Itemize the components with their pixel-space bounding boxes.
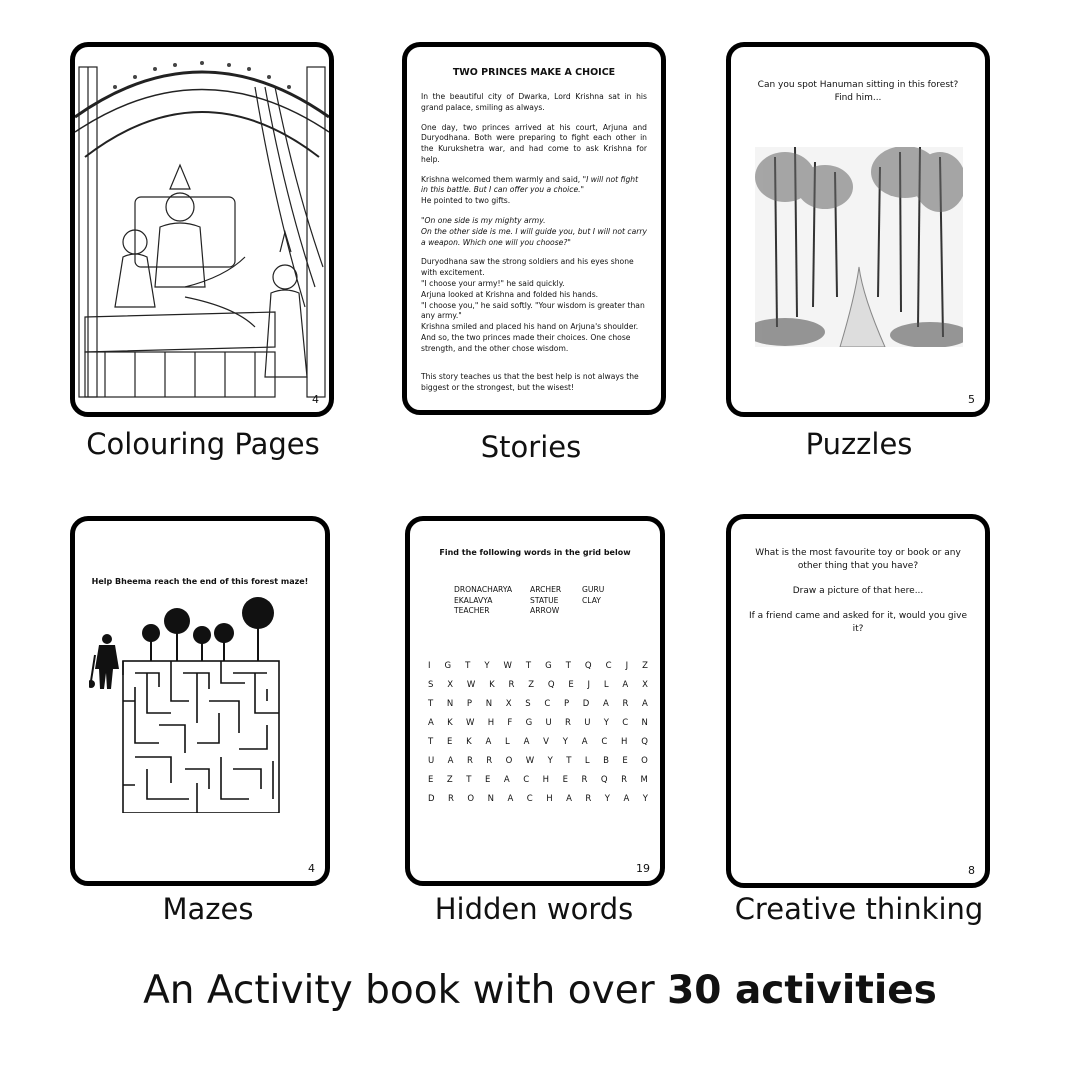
wordsearch-cell[interactable]: C xyxy=(605,661,612,671)
wordsearch-cell[interactable]: A xyxy=(523,737,530,747)
page-number: 5 xyxy=(968,393,975,406)
caption-mazes: Mazes xyxy=(162,892,254,926)
wordsearch-cell[interactable]: I xyxy=(428,661,431,671)
wordsearch-row xyxy=(428,718,648,737)
wordsearch-cell[interactable]: R xyxy=(585,794,592,804)
wordsearch-cell[interactable]: Q xyxy=(584,661,592,671)
wordsearch-cell[interactable]: Q xyxy=(547,680,555,690)
wordsearch-cell[interactable]: R xyxy=(565,718,571,728)
wordsearch-cell[interactable]: A xyxy=(485,737,492,747)
colouring-illustration xyxy=(75,47,329,412)
wordsearch-cell[interactable]: P xyxy=(563,699,570,709)
wordsearch-cell[interactable]: B xyxy=(603,756,609,766)
page-number: 4 xyxy=(308,862,315,875)
wordsearch-cell[interactable]: O xyxy=(505,756,513,766)
wordsearch-cell[interactable]: A xyxy=(622,680,629,690)
wordsearch-cell[interactable]: T xyxy=(465,661,471,671)
caption-hidden-words: Hidden words xyxy=(434,892,634,926)
colouring-page-card xyxy=(70,42,334,417)
word-item: TEACHER xyxy=(454,606,490,616)
wordsearch-title: Find the following words in the grid below xyxy=(439,548,631,557)
wordsearch-row xyxy=(428,794,648,813)
wordsearch-cell[interactable]: E xyxy=(568,680,574,690)
story-text: And so, the two princes made their choices. One chose strength, and the other chose wisdom. xyxy=(421,332,631,353)
creative-page-card xyxy=(726,514,990,888)
wordsearch-cell[interactable]: C xyxy=(526,794,533,804)
footer-tagline xyxy=(0,968,1080,1013)
wordsearch-cell[interactable]: O xyxy=(467,794,475,804)
word-item: ARCHER xyxy=(530,585,562,594)
caption-colouring: Colouring Pages xyxy=(86,427,320,461)
word-list-column xyxy=(582,585,604,617)
forest-illustration xyxy=(755,147,963,347)
wordsearch-cell[interactable]: R xyxy=(448,794,454,804)
wordsearch-row xyxy=(428,699,648,718)
story-body xyxy=(421,92,647,394)
page-number: 4 xyxy=(312,393,319,406)
wordsearch-cell[interactable]: P xyxy=(466,699,473,709)
wordsearch-cell[interactable]: Y xyxy=(547,756,553,766)
footer-text: An Activity book with over xyxy=(143,968,668,1013)
wordsearch-cell[interactable]: S xyxy=(428,680,434,690)
wordsearch-cell[interactable]: H xyxy=(542,775,550,785)
page-number: 19 xyxy=(636,862,650,875)
wordsearch-cell[interactable]: N xyxy=(487,794,494,804)
wordsearch-cell[interactable]: U xyxy=(584,718,591,728)
wordsearch-cell[interactable]: U xyxy=(428,756,435,766)
story-text: Duryodhana saw the strong soldiers and his eyes shone with excitement. xyxy=(421,257,634,278)
wordsearch-cell[interactable]: W xyxy=(466,718,475,728)
wordsearch-cell[interactable]: F xyxy=(507,718,513,728)
story-quote: "I will not fight in this battle. But I can offer you a choice." xyxy=(421,174,639,195)
puzzles-page-card xyxy=(726,42,990,417)
creative-prompts xyxy=(747,547,969,636)
wordsearch-cell[interactable]: E xyxy=(484,775,491,785)
wordsearch-row xyxy=(428,775,648,794)
wordsearch-cell[interactable]: T xyxy=(466,775,472,785)
wordsearch-cell[interactable]: W xyxy=(525,756,535,766)
wordsearch-cell[interactable]: A xyxy=(428,718,434,728)
footer-highlight: 30 activities xyxy=(667,968,937,1013)
wordsearch-row xyxy=(428,661,648,680)
word-item: ARROW xyxy=(530,606,560,616)
wordsearch-cell[interactable]: U xyxy=(545,718,552,728)
wordsearch-cell[interactable]: X xyxy=(505,699,512,709)
wordsearch-cell[interactable]: M xyxy=(640,775,648,785)
wordsearch-cell[interactable]: V xyxy=(543,737,549,747)
wordsearch-cell[interactable]: G xyxy=(525,718,533,728)
page-number: 8 xyxy=(968,864,975,877)
wordsearch-cell[interactable]: R xyxy=(466,756,473,766)
wordsearch-cell[interactable]: E xyxy=(446,737,453,747)
wordsearch-cell[interactable]: K xyxy=(489,680,495,690)
wordsearch-cell[interactable]: C xyxy=(601,737,608,747)
wordsearch-cell[interactable]: A xyxy=(507,794,514,804)
wordsearch-cell[interactable]: C xyxy=(523,775,530,785)
wordsearch-cell[interactable]: Y xyxy=(642,794,648,804)
story-paragraph: In the beautiful city of Dwarka, Lord Krishna sat in his grand palace, smiling as always. xyxy=(421,92,647,112)
wordsearch-cell[interactable]: K xyxy=(447,718,453,728)
story-text: "I choose your army!" he said quickly. xyxy=(421,278,565,288)
story-text: Krishna smiled and placed his hand on Arjuna's shoulder. xyxy=(421,322,639,332)
wordsearch-cell[interactable]: L xyxy=(603,680,609,690)
wordsearch-row xyxy=(428,680,648,699)
story-moral: This story teaches us that the best help is not always the biggest or the strongest, but the wisest! xyxy=(421,372,639,393)
creative-question: If a friend came and asked for it, would you give it? xyxy=(749,611,967,635)
wordsearch-cell[interactable]: G xyxy=(444,661,452,671)
wordsearch-cell[interactable]: E xyxy=(428,775,434,785)
wordsearch-cell[interactable]: Z xyxy=(446,775,453,785)
wordsearch-cell[interactable]: N xyxy=(446,699,454,709)
word-list-column xyxy=(530,585,566,617)
caption-puzzles: Puzzles xyxy=(805,427,913,461)
wordsearch-cell[interactable]: R xyxy=(486,756,493,766)
wordsearch-cell[interactable]: L xyxy=(505,737,510,747)
wordsearch-cell[interactable]: A xyxy=(566,794,572,804)
maze-title: Help Bheema reach the end of this forest maze! xyxy=(91,577,309,586)
word-item: EKALAVYA xyxy=(454,595,493,605)
wordsearch-cell[interactable]: A xyxy=(602,699,609,709)
wordsearch-cell[interactable]: Y xyxy=(604,794,610,804)
mazes-page-card xyxy=(70,516,330,886)
stories-page-card xyxy=(402,42,666,415)
maze-illustration xyxy=(89,593,289,813)
word-item: CLAY xyxy=(582,595,601,605)
story-title: TWO PRINCES MAKE A CHOICE xyxy=(452,67,616,78)
wordsearch-cell[interactable]: A xyxy=(642,699,648,709)
word-item: STATUE xyxy=(530,595,559,605)
wordsearch-cell[interactable]: H xyxy=(546,794,553,804)
wordsearch-cell[interactable]: T xyxy=(565,661,571,671)
story-paragraph xyxy=(421,175,647,207)
bheema-silhouette xyxy=(89,634,119,689)
wordsearch-cell[interactable]: Z xyxy=(642,661,648,671)
wordsearch-cell[interactable]: R xyxy=(622,699,629,709)
puzzle-question-line: Find him... xyxy=(834,93,882,104)
story-text: Krishna welcomed them warmly and said, xyxy=(421,174,583,184)
wordsearch-cell[interactable]: J xyxy=(587,680,591,690)
story-text: Arjuna looked at Krishna and folded his hands. xyxy=(421,289,599,299)
wordsearch-row xyxy=(428,737,648,756)
creative-question: Draw a picture of that here... xyxy=(792,586,924,597)
caption-creative: Creative thinking xyxy=(734,892,984,926)
wordsearch-cell[interactable]: W xyxy=(503,661,512,671)
wordsearch-cell[interactable]: C xyxy=(544,699,551,709)
wordsearch-cell[interactable]: T xyxy=(428,699,434,709)
wordsearch-cell[interactable]: J xyxy=(625,661,629,671)
wordsearch-cell[interactable]: T xyxy=(566,756,572,766)
wordsearch-cell[interactable]: Y xyxy=(484,661,490,671)
wordsearch-grid xyxy=(428,661,648,813)
story-paragraph xyxy=(421,257,647,354)
wordsearch-cell[interactable]: W xyxy=(466,680,476,690)
wordsearch-cell[interactable]: H xyxy=(621,737,628,747)
wordsearch-cell[interactable]: R xyxy=(581,775,588,785)
wordsearch-cell[interactable]: Q xyxy=(641,737,648,747)
wordsearch-cell[interactable]: Z xyxy=(528,680,535,690)
wordsearch-cell[interactable]: A xyxy=(503,775,510,785)
word-list xyxy=(454,585,604,617)
wordsearch-cell[interactable]: N xyxy=(641,718,648,728)
wordsearch-cell[interactable]: E xyxy=(562,775,568,785)
wordsearch-cell[interactable]: D xyxy=(428,794,435,804)
wordsearch-cell[interactable]: A xyxy=(623,794,630,804)
hidden-words-page-card xyxy=(405,516,665,886)
wordsearch-cell[interactable]: A xyxy=(447,756,454,766)
wordsearch-cell[interactable]: O xyxy=(641,756,648,766)
story-text: "I choose you," he said softly. "Your wisdom is greater than any army." xyxy=(421,300,645,321)
wordsearch-cell[interactable]: Y xyxy=(562,737,568,747)
wordsearch-cell[interactable]: G xyxy=(545,661,552,671)
wordsearch-cell[interactable]: Q xyxy=(600,775,608,785)
wordsearch-cell[interactable]: R xyxy=(621,775,627,785)
wordsearch-cell[interactable]: D xyxy=(582,699,590,709)
wordsearch-cell[interactable]: X xyxy=(447,680,454,690)
wordsearch-cell[interactable]: S xyxy=(525,699,531,709)
wordsearch-cell[interactable]: T xyxy=(428,737,434,747)
word-item: GURU xyxy=(582,585,605,594)
caption-stories: Stories xyxy=(480,430,582,464)
word-item: DRONACHARYA xyxy=(454,585,513,594)
word-list-column xyxy=(454,585,514,617)
story-text: He pointed to two gifts. xyxy=(421,196,511,206)
wordsearch-cell[interactable]: N xyxy=(485,699,493,709)
puzzle-question xyxy=(741,79,975,105)
wordsearch-cell[interactable]: T xyxy=(525,661,532,671)
wordsearch-cell[interactable]: X xyxy=(642,680,648,690)
wordsearch-cell[interactable]: K xyxy=(466,737,472,747)
wordsearch-cell[interactable]: L xyxy=(584,756,590,766)
wordsearch-cell[interactable]: R xyxy=(508,680,515,690)
puzzle-question-line: Can you spot Hanuman sitting in this forest? xyxy=(757,80,959,90)
wordsearch-cell[interactable]: E xyxy=(622,756,628,766)
wordsearch-cell[interactable]: C xyxy=(622,718,629,728)
story-paragraph: "On one side is my mighty army. On the other side is me. I will guide you, but I will not carry a weapon. Which one will you choose?" xyxy=(421,216,647,247)
story-paragraph: One day, two princes arrived at his court, Arjuna and Duryodhana. Both were preparing to fight each other in the Kurukshetra war, and had come to ask Krishna for help. xyxy=(421,122,647,164)
wordsearch-cell[interactable]: H xyxy=(487,718,495,728)
wordsearch-row xyxy=(428,756,648,775)
wordsearch-cell[interactable]: A xyxy=(581,737,588,747)
wordsearch-cell[interactable]: Y xyxy=(603,718,609,728)
creative-question: What is the most favourite toy or book or any other thing that you have? xyxy=(755,548,961,572)
